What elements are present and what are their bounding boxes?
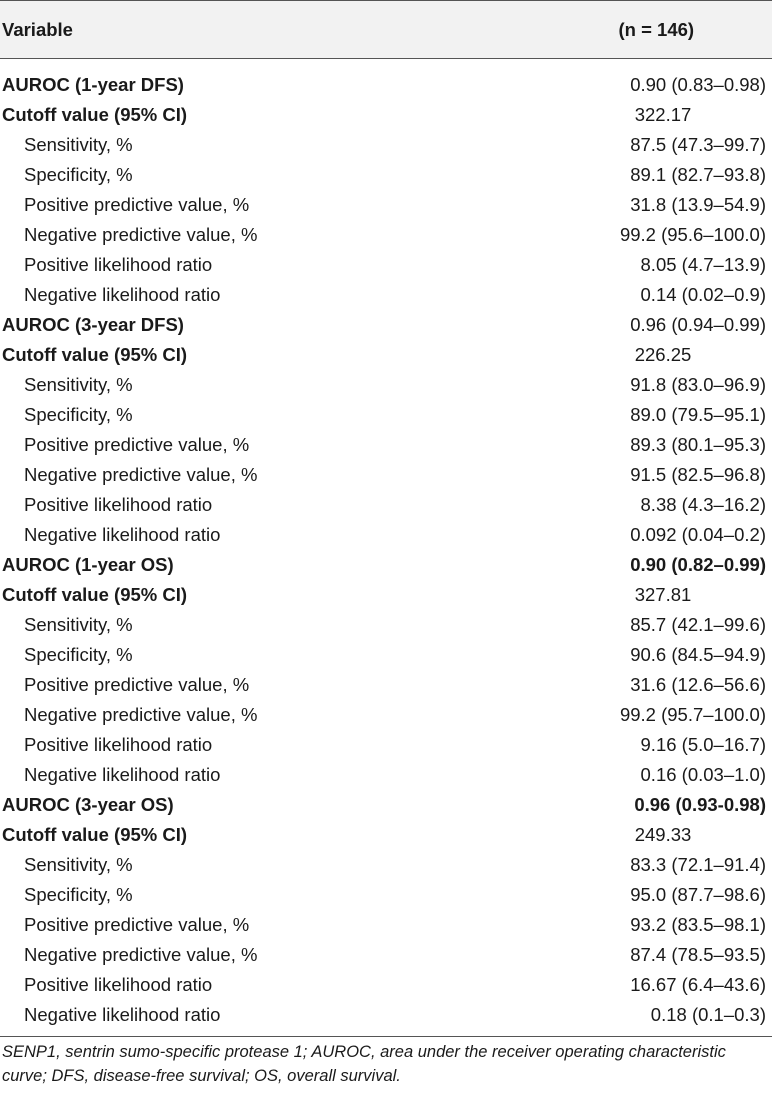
table-row xyxy=(0,280,772,310)
table-row xyxy=(0,370,772,400)
row-label: Negative predictive value, % xyxy=(24,224,258,245)
row-value: 0.14 (0.02–0.9) xyxy=(640,284,766,305)
table-row xyxy=(0,190,772,220)
row-label: Positive predictive value, % xyxy=(24,674,250,695)
table-row xyxy=(0,700,772,730)
row-label: Cutoff value (95% CI) xyxy=(2,584,188,605)
row-label: Negative predictive value, % xyxy=(24,464,258,485)
row-value: 99.2 (95.6–100.0) xyxy=(619,224,766,245)
row-value: 8.38 (4.3–16.2) xyxy=(640,494,766,515)
row-label: Specificity, % xyxy=(24,164,133,185)
table-body xyxy=(0,59,772,1030)
row-value: 87.5 (47.3–99.7) xyxy=(630,134,766,155)
table-row xyxy=(0,760,772,790)
row-label: Positive likelihood ratio xyxy=(24,974,213,995)
table-row xyxy=(0,460,772,490)
table-row xyxy=(0,820,772,850)
row-value: 91.8 (83.0–96.9) xyxy=(630,374,766,395)
row-value: 0.16 (0.03–1.0) xyxy=(640,764,766,785)
row-value: 16.67 (6.4–43.6) xyxy=(630,974,766,995)
row-label: Specificity, % xyxy=(24,404,133,425)
row-label: AUROC (3-year OS) xyxy=(2,794,174,815)
row-value: 89.0 (79.5–95.1) xyxy=(630,404,766,425)
row-label: AUROC (1-year DFS) xyxy=(2,74,184,95)
row-value: 93.2 (83.5–98.1) xyxy=(630,914,766,935)
row-value: 83.3 (72.1–91.4) xyxy=(630,854,766,875)
row-label: Negative predictive value, % xyxy=(24,944,258,965)
table-row xyxy=(0,580,772,610)
row-value: 9.16 (5.0–16.7) xyxy=(640,734,766,755)
row-value: 327.81 xyxy=(634,584,692,605)
row-label: Positive likelihood ratio xyxy=(24,734,213,755)
table-row xyxy=(0,970,772,1000)
row-label: Positive likelihood ratio xyxy=(24,254,213,275)
row-value: 0.18 (0.1–0.3) xyxy=(650,1004,766,1025)
table-row xyxy=(0,1000,772,1030)
row-value: 249.33 xyxy=(634,824,692,845)
table-row xyxy=(0,640,772,670)
row-value: 0.90 (0.83–0.98) xyxy=(630,74,766,95)
row-label: AUROC (3-year DFS) xyxy=(2,314,184,335)
row-value: 91.5 (82.5–96.8) xyxy=(630,464,766,485)
row-value: 31.6 (12.6–56.6) xyxy=(630,674,766,695)
row-label: Positive predictive value, % xyxy=(24,194,250,215)
table-row xyxy=(0,670,772,700)
row-label: Specificity, % xyxy=(24,644,133,665)
row-value: 90.6 (84.5–94.9) xyxy=(630,644,766,665)
table-row xyxy=(0,880,772,910)
table-row xyxy=(0,730,772,760)
row-value: 0.96 (0.94–0.99) xyxy=(630,314,766,335)
table-row xyxy=(0,430,772,460)
row-value: 8.05 (4.7–13.9) xyxy=(640,254,766,275)
row-label: Negative likelihood ratio xyxy=(24,764,221,785)
table-row xyxy=(0,520,772,550)
row-value: 31.8 (13.9–54.9) xyxy=(630,194,766,215)
table-row xyxy=(0,100,772,130)
row-label: Sensitivity, % xyxy=(24,134,133,155)
footer-divider xyxy=(0,1036,772,1037)
row-label: Negative likelihood ratio xyxy=(24,524,221,545)
table-header xyxy=(0,0,772,59)
header-variable: Variable xyxy=(2,18,73,40)
row-value: 0.96 (0.93-0.98) xyxy=(634,794,766,815)
row-value: 0.90 (0.82–0.99) xyxy=(630,554,766,575)
row-label: Negative likelihood ratio xyxy=(24,284,221,305)
table-row xyxy=(0,130,772,160)
row-label: Sensitivity, % xyxy=(24,854,133,875)
table-row xyxy=(0,160,772,190)
row-label: Positive likelihood ratio xyxy=(24,494,213,515)
table-row xyxy=(0,70,772,100)
row-value: 85.7 (42.1–99.6) xyxy=(630,614,766,635)
row-value: 0.092 (0.04–0.2) xyxy=(630,524,766,545)
row-label: Cutoff value (95% CI) xyxy=(2,824,188,845)
row-value: 226.25 xyxy=(634,344,692,365)
row-label: Negative predictive value, % xyxy=(24,704,258,725)
row-value: 87.4 (78.5–93.5) xyxy=(630,944,766,965)
table-row xyxy=(0,940,772,970)
table-row xyxy=(0,850,772,880)
row-label: Positive predictive value, % xyxy=(24,434,250,455)
table-row xyxy=(0,550,772,580)
table-row xyxy=(0,310,772,340)
row-value: 322.17 xyxy=(634,104,692,125)
row-label: Positive predictive value, % xyxy=(24,914,250,935)
table-row xyxy=(0,400,772,430)
row-value: 95.0 (87.7–98.6) xyxy=(630,884,766,905)
table-row xyxy=(0,610,772,640)
table-row xyxy=(0,790,772,820)
row-label: Cutoff value (95% CI) xyxy=(2,104,188,125)
row-label: Cutoff value (95% CI) xyxy=(2,344,188,365)
row-label: AUROC (1-year OS) xyxy=(2,554,174,575)
row-label: Specificity, % xyxy=(24,884,133,905)
table-row xyxy=(0,490,772,520)
row-value: 89.1 (82.7–93.8) xyxy=(630,164,766,185)
table-row xyxy=(0,220,772,250)
row-value: 89.3 (80.1–95.3) xyxy=(630,434,766,455)
table-row xyxy=(0,340,772,370)
table-row xyxy=(0,910,772,940)
table-footnote: SENP1, sentrin sumo-specific protease 1; AUROC, area under the receiver operating characteristic curve; DFS, disease-free survival; OS, overall survival. xyxy=(2,1043,726,1085)
row-label: Negative likelihood ratio xyxy=(24,1004,221,1025)
table-row xyxy=(0,250,772,280)
row-label: Sensitivity, % xyxy=(24,614,133,635)
header-n: (n = 146) xyxy=(618,18,695,40)
row-label: Sensitivity, % xyxy=(24,374,133,395)
row-value: 99.2 (95.7–100.0) xyxy=(619,704,766,725)
